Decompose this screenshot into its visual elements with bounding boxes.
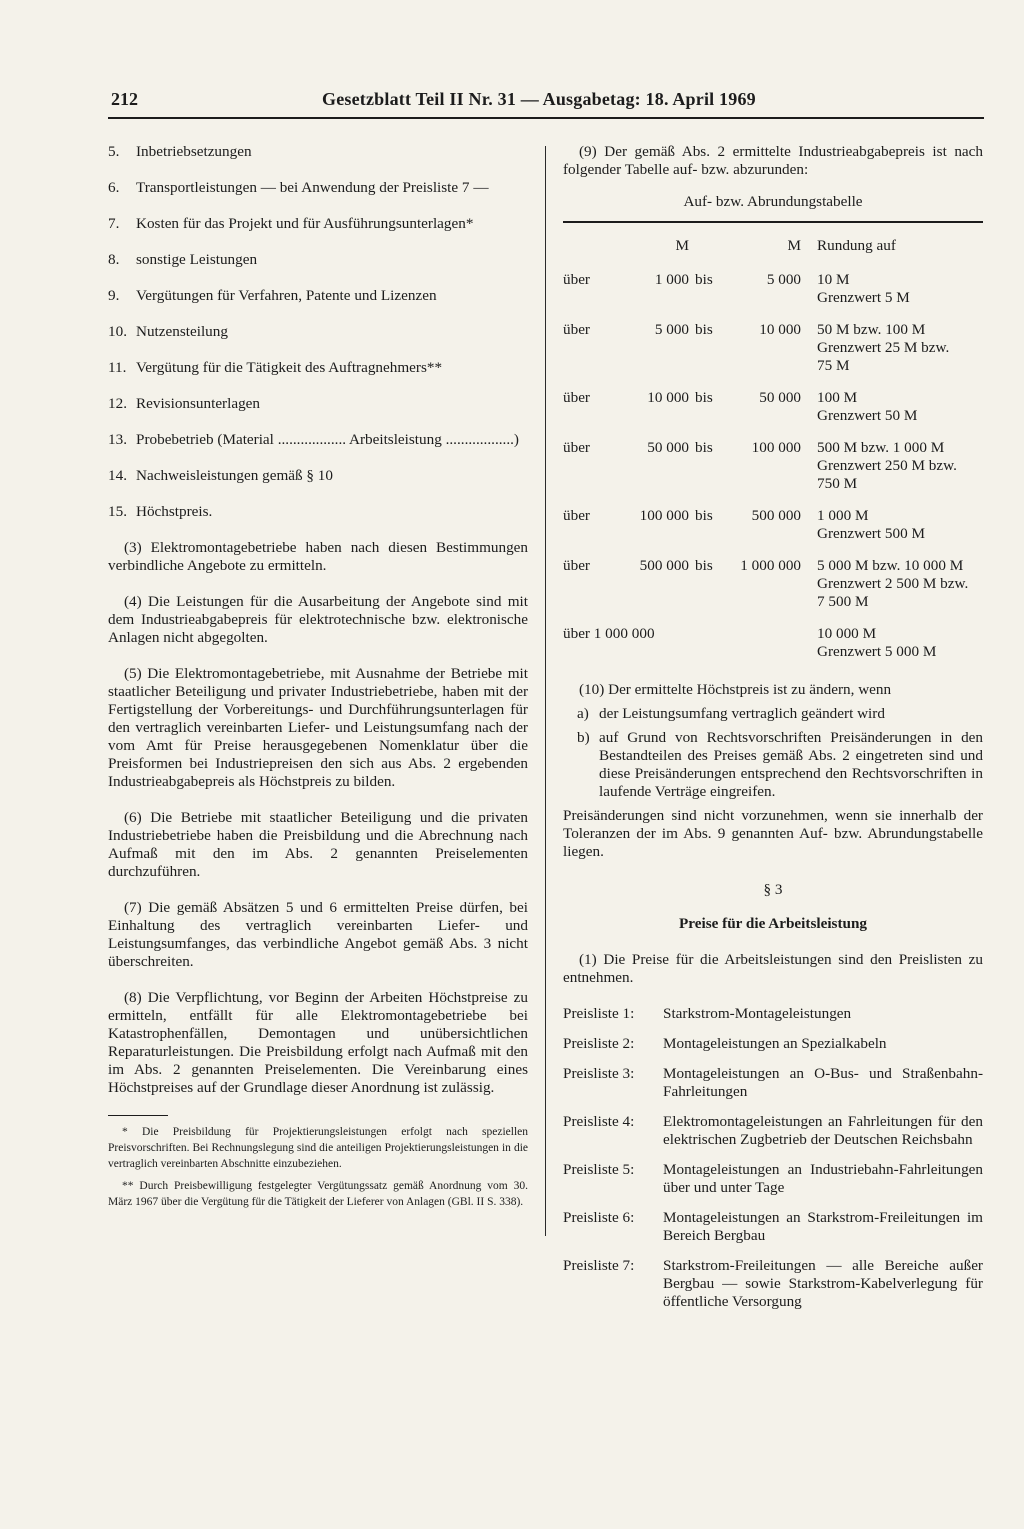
rundung-line: Grenzwert 500 M [817, 525, 925, 542]
section-heading: Preise für die Arbeitsleistung [678, 915, 867, 932]
table-row [563, 625, 983, 675]
enum-text: Revisionsunterlagen [136, 395, 261, 412]
preisliste-item [563, 1113, 983, 1149]
enum-text: Kosten für das Projekt und für Ausführungsunterlagen* [136, 215, 474, 232]
table-row [563, 321, 983, 389]
condition-item [563, 729, 983, 801]
enum-item [108, 323, 528, 341]
table-row [563, 507, 983, 557]
rundung-line: 500 M bzw. 1 000 M [817, 439, 945, 456]
paragraph-10: (10) Der ermittelte Höchstpreis ist zu ändern, wenn [579, 681, 892, 698]
enum-number: 10. [108, 323, 127, 340]
enum-number: 8. [108, 251, 120, 268]
preisliste-text: Montageleistungen an O-Bus- und Straßenbahn-Fahrleitungen [663, 1065, 983, 1100]
table-row [563, 439, 983, 507]
enum-number: 5. [108, 143, 120, 160]
preisliste-item [563, 1161, 983, 1197]
right-column [563, 143, 983, 1323]
paragraph-9: (9) Der gemäß Abs. 2 ermittelte Industrieabgabepreis ist nach folgender Tabelle auf- bzw. abzurunden: [563, 143, 983, 178]
header-title: Gesetzblatt Teil II Nr. 31 — Ausgabetag: 18. April 1969 [322, 89, 756, 109]
rundung-line: 75 M [817, 357, 850, 374]
condition-text: der Leistungsumfang vertraglich geändert wird [599, 705, 885, 722]
enum-number: 15. [108, 503, 127, 520]
preisliste-text: Montageleistungen an Starkstrom-Freileitungen im Bereich Bergbau [663, 1209, 983, 1244]
preisliste-list [563, 1005, 983, 1311]
row-label: über [563, 439, 590, 456]
row-to: 500 000 [751, 507, 801, 524]
table-header-cell: Rundung auf [817, 237, 896, 254]
preisliste-label: Preisliste 1: [563, 1005, 635, 1022]
enum-number: 9. [108, 287, 120, 304]
column-divider [545, 146, 546, 1236]
row-from: 100 000 [639, 507, 689, 524]
row-to: 1 000 000 [740, 557, 801, 574]
row-label: über [563, 557, 590, 574]
paragraph-s3-1: (1) Die Preise für die Arbeitsleistungen sind den Preislisten zu entnehmen. [563, 951, 983, 986]
row-rundung [817, 389, 983, 439]
rundung-line: 50 M bzw. 100 M [817, 321, 926, 338]
enum-item [108, 359, 528, 377]
enum-item [108, 395, 528, 413]
row-bis: bis [695, 507, 713, 524]
footnote-2: ** Durch Preisbewilligung festgelegter Vergütungssatz gemäß Anordnung vom 30. März 1967 über die Vergütung für die Tätigkeit der Lieferer von Anlagen (GBl. II S. 338). [108, 1180, 528, 1208]
table-header-cell: M [675, 237, 689, 254]
table-title: Auf- bzw. Abrundungstabelle [683, 193, 863, 210]
left-column [108, 143, 528, 1216]
row-rundung [817, 271, 983, 321]
enum-text: Nachweisleistungen gemäß § 10 [136, 467, 333, 484]
enum-number: 12. [108, 395, 127, 412]
enum-text: Vergütung für die Tätigkeit des Auftragnehmers** [136, 359, 443, 376]
preisliste-label: Preisliste 2: [563, 1035, 635, 1052]
table-header-row [563, 237, 983, 271]
row-from: 50 000 [647, 439, 689, 456]
table-row [563, 271, 983, 321]
enum-text: Probebetrieb (Material .................. Arbeitsleistung ..................) [136, 431, 519, 448]
row-label: über [563, 321, 590, 338]
footnote-rule [108, 1115, 168, 1116]
row-label: über [563, 507, 590, 524]
rundung-line: 100 M [817, 389, 858, 406]
enum-item [108, 251, 528, 269]
enum-item [108, 287, 528, 305]
rundung-line: Grenzwert 25 M bzw. [817, 339, 950, 356]
rundung-line: 10 000 M [817, 625, 877, 642]
paragraph-5: (5) Die Elektromontagebetriebe, mit Ausnahme der Betriebe mit staatlicher Beteiligung und privater Industriebetriebe, haben mit der Fertigstellung der Vorbereitungs- und Durchführungsunterlagen für den vertraglich vereinbarten Liefer- und Leistungsumfang nach der vom Amt für Preise herausgegebenen Nomenklatur über die Preisformen bei Industriepreisen den sich aus Abs. 2 ergebenden Industrieabgabepreis als Höchstpreis zu bilden. [108, 665, 528, 790]
footnote-1: * Die Preisbildung für Projektierungsleistungen erfolgt nach speziellen Preisvorschriften. Bei Rechnungslegung sind die anteiligen Projektierungsleistungen in die vertraglich vereinbarten Abschnitte einzubeziehen. [108, 1126, 528, 1170]
preisliste-label: Preisliste 3: [563, 1065, 635, 1082]
enum-number: 14. [108, 467, 127, 484]
table-header-cell [695, 237, 721, 271]
header-rule [108, 117, 984, 119]
preisliste-item [563, 1005, 983, 1023]
preisliste-item [563, 1209, 983, 1245]
enum-text: Inbetriebsetzungen [136, 143, 252, 160]
rundung-line: 10 M [817, 271, 850, 288]
enum-item [108, 431, 528, 449]
page-number: 212 [111, 89, 138, 109]
row-bis: bis [695, 389, 713, 406]
rundung-line: 5 000 M bzw. 10 000 M [817, 557, 964, 574]
row-to: 100 000 [751, 439, 801, 456]
row-to: 10 000 [759, 321, 801, 338]
row-from: 1 000 [654, 271, 689, 288]
enum-text: Höchstpreis. [136, 503, 213, 520]
row-rundung [817, 625, 983, 675]
table-row [563, 389, 983, 439]
enum-item [108, 179, 528, 197]
row-rundung [817, 321, 983, 389]
row-to: 5 000 [766, 271, 801, 288]
rundung-line: 7 500 M [817, 593, 869, 610]
row-to: 50 000 [759, 389, 801, 406]
preisliste-label: Preisliste 6: [563, 1209, 635, 1226]
row-bis: bis [695, 321, 713, 338]
enum-text: Nutzensteilung [136, 323, 228, 340]
condition-text: auf Grund von Rechtsvorschriften Preisänderungen in den Bestandteilen des Preises gemäß Abs. 2 eingetreten sind und diese Preisänderungen entsprechend den Rechtsvorschriften in laufende Verträge eingreifen. [599, 729, 983, 800]
enum-number: 6. [108, 179, 120, 196]
condition-item [563, 705, 983, 723]
row-rundung [817, 557, 983, 625]
preisliste-label: Preisliste 4: [563, 1113, 635, 1130]
enum-list [108, 143, 528, 521]
enum-text: Vergütungen für Verfahren, Patente und Lizenzen [136, 287, 437, 304]
condition-letter: b) [577, 729, 590, 746]
row-rundung [817, 507, 983, 557]
preisliste-item [563, 1257, 983, 1311]
preisliste-text: Elektromontageleistungen an Fahrleitungen für den elektrischen Zugbetrieb der Deutschen Reichsbahn [663, 1113, 983, 1148]
preisliste-text: Montageleistungen an Spezialkabeln [663, 1035, 887, 1052]
preisliste-text: Starkstrom-Montageleistungen [663, 1005, 852, 1022]
paragraph-3: (3) Elektromontagebetriebe haben nach diesen Bestimmungen verbindliche Angebote zu ermitteln. [108, 539, 528, 574]
table-row [563, 557, 983, 625]
row-bis: bis [695, 557, 713, 574]
preisliste-item [563, 1035, 983, 1053]
table-header-cell: M [787, 237, 801, 254]
preisliste-label: Preisliste 7: [563, 1257, 635, 1274]
row-bis: bis [695, 271, 713, 288]
condition-letter: a) [577, 705, 589, 722]
row-label: über [563, 389, 590, 406]
rundung-line: Grenzwert 50 M [817, 407, 918, 424]
paragraph-4: (4) Die Leistungen für die Ausarbeitung der Angebote sind mit dem Industrieabgabepreis für elektrotechnische bzw. elektronische Anlagen nicht abgegolten. [108, 593, 528, 646]
enum-number: 7. [108, 215, 120, 232]
rundung-line: Grenzwert 2 500 M bzw. [817, 575, 969, 592]
row-from: 5 000 [654, 321, 689, 338]
paragraph-6: (6) Die Betriebe mit staatlicher Beteiligung und die privaten Industriebetriebe haben die Preisbildung und die Abrechnung nach Aufmaß mit den im Abs. 2 genannten Preiselementen durchzuführen. [108, 809, 528, 880]
preisliste-text: Starkstrom-Freileitungen — alle Bereiche außer Bergbau — sowie Starkstrom-Kabelverlegung für öffentliche Versorgung [663, 1257, 983, 1310]
enum-text: Transportleistungen — bei Anwendung der Preisliste 7 — [136, 179, 489, 196]
table-header-cell [563, 237, 609, 271]
row-from: 500 000 [639, 557, 689, 574]
rundung-line: Grenzwert 250 M bzw. [817, 457, 957, 474]
table-rule [563, 221, 983, 223]
enum-item [108, 467, 528, 485]
enum-item [108, 215, 528, 233]
section-number: § 3 [763, 881, 783, 898]
rundung-line: Grenzwert 5 000 M [817, 643, 937, 660]
paragraph-7: (7) Die gemäß Absätzen 5 und 6 ermittelten Preise dürfen, bei Einhaltung des vertraglich vereinbarten Liefer- und Leistungsumfanges, das verbindliche Angebot gemäß Abs. 3 nicht überschreiten. [108, 899, 528, 970]
enum-number: 11. [108, 359, 127, 376]
row-bis: bis [695, 439, 713, 456]
enum-text: sonstige Leistungen [136, 251, 258, 268]
enum-item [108, 503, 528, 521]
paragraph-after-conditions: Preisänderungen sind nicht vorzunehmen, wenn sie innerhalb der Toleranzen der im Abs. 9 genannten Auf- bzw. Abrundungstabelle liegen. [563, 807, 983, 860]
preisliste-label: Preisliste 5: [563, 1161, 635, 1178]
rounding-table [563, 237, 983, 675]
preisliste-text: Montageleistungen an Industriebahn-Fahrleitungen über und unter Tage [663, 1161, 983, 1196]
preisliste-item [563, 1065, 983, 1101]
enum-item [108, 143, 528, 161]
row-label: über 1 000 000 [563, 625, 655, 642]
row-label: über [563, 271, 590, 288]
rundung-line: 750 M [817, 475, 858, 492]
rundung-line: Grenzwert 5 M [817, 289, 910, 306]
row-rundung [817, 439, 983, 507]
rundung-line: 1 000 M [817, 507, 869, 524]
enum-number: 13. [108, 431, 127, 448]
paragraph-8: (8) Die Verpflichtung, vor Beginn der Arbeiten Höchstpreise zu ermitteln, entfällt für alle Elektromontagebetriebe bei Katastrophenfällen, Demontagen und unübersichtlichen Reparaturleistungen. Die Preisbildung erfolgt nach Aufmaß mit den im Abs. 2 genannten Preiselementen. Die Vereinbarung eines Höchstpreises auf der Grundlage dieser Anordnung ist zulässig. [108, 989, 528, 1096]
row-from: 10 000 [647, 389, 689, 406]
